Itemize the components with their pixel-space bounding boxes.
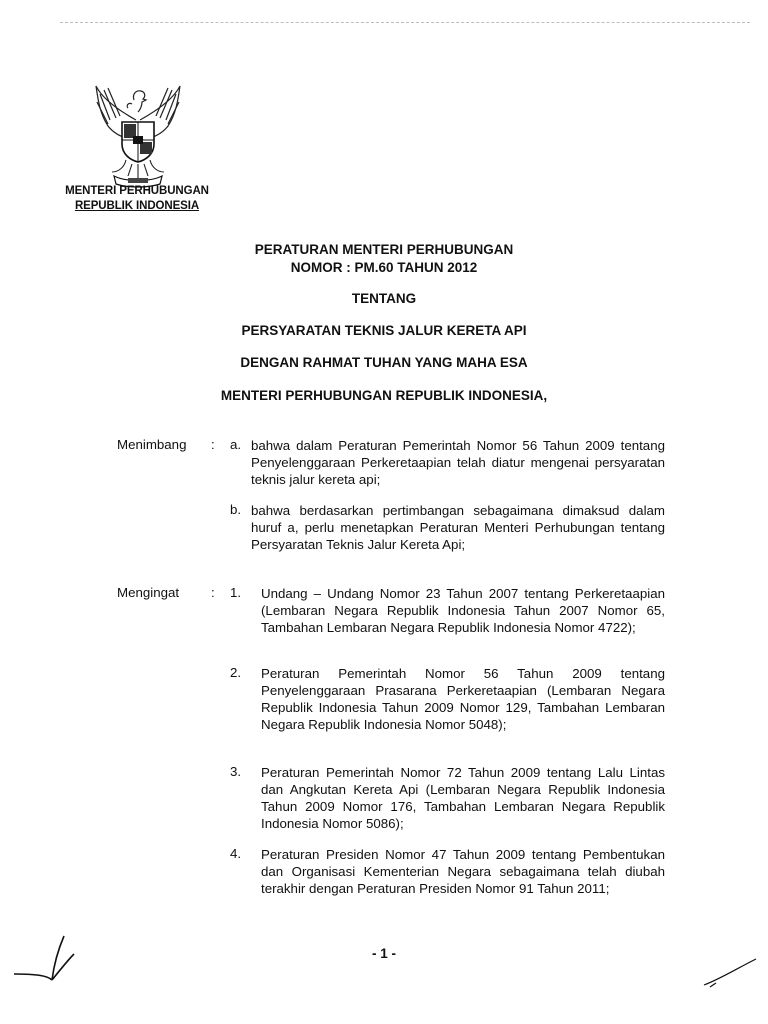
mengingat-marker-4: 4.	[230, 846, 242, 861]
regulation-title: PERATURAN MENTERI PERHUBUNGAN	[254, 242, 514, 257]
mengingat-marker-2: 2.	[230, 665, 242, 680]
mengingat-item-3: Peraturan Pemerintah Nomor 72 Tahun 2009 tentang Lalu Lintas dan Angkutan Kereta Api (Lembaran Negara Republik Indonesia Tahun 2009 Nomor 176, Tambahan Lembaran Negara Republik Indonesia Nomor 5086);	[261, 765, 665, 831]
blessing-line: DENGAN RAHMAT TUHAN YANG MAHA ESA	[240, 355, 528, 370]
mengingat-item-1: Undang – Undang Nomor 23 Tahun 2007 tentang Perkeretaapian (Lembaran Negara Republik Indonesia Tahun 2007 Nomor 65, Tambahan Lembaran Negara Republik Indonesia Nomor 4722);	[261, 586, 665, 635]
ministry-name: MENTERI PERHUBUNGAN	[65, 185, 209, 197]
mengingat-marker-3: 3.	[230, 764, 242, 779]
regulation-subject: PERSYARATAN TEKNIS JALUR KERETA API	[241, 323, 527, 338]
mengingat-label: Mengingat	[117, 585, 180, 600]
page-number: - 1 -	[371, 946, 396, 961]
ministry-country: REPUBLIK INDONESIA	[74, 200, 200, 212]
scan-edge-line	[60, 22, 750, 23]
garuda-emblem-icon	[88, 80, 188, 188]
issuer-line: MENTERI PERHUBUNGAN REPUBLIK INDONESIA,	[220, 388, 548, 403]
menimbang-colon: :	[211, 437, 215, 452]
menimbang-marker-a: a.	[230, 437, 242, 452]
menimbang-item-b: bahwa berdasarkan pertimbangan sebagaimana dimaksud dalam huruf a, perlu menetapkan Peraturan Menteri Perhubungan tentang Persyaratan Teknis Jalur Kereta Api;	[251, 503, 665, 552]
menimbang-label: Menimbang	[117, 437, 187, 452]
mengingat-marker-1: 1.	[230, 585, 242, 600]
mengingat-item-4: Peraturan Presiden Nomor 47 Tahun 2009 tentang Pembentukan dan Organisasi Kementerian Negara sebagaimana telah diubah terakhir dengan Peraturan Presiden Nomor 91 Tahun 2011;	[261, 847, 665, 896]
mengingat-item-2: Peraturan Pemerintah Nomor 56 Tahun 2009 tentang Penyelenggaraan Prasarana Perkeretaapian (Lembaran Negara Republik Indonesia Tahun 2009 Nomor 129, Tambahan Lembaran Negara Republik Indonesia Nomor 5048);	[261, 666, 665, 732]
mengingat-colon: :	[211, 585, 215, 600]
menimbang-item-a: bahwa dalam Peraturan Pemerintah Nomor 56 Tahun 2009 tentang Penyelenggaraan Perkeretaapian telah diatur mengenai persyaratan teknis jalur kereta api;	[251, 438, 665, 487]
about-heading: TENTANG	[351, 291, 417, 306]
menimbang-marker-b: b.	[230, 502, 242, 517]
regulation-number: NOMOR : PM.60 TAHUN 2012	[290, 260, 478, 275]
ministry-header	[62, 184, 212, 214]
